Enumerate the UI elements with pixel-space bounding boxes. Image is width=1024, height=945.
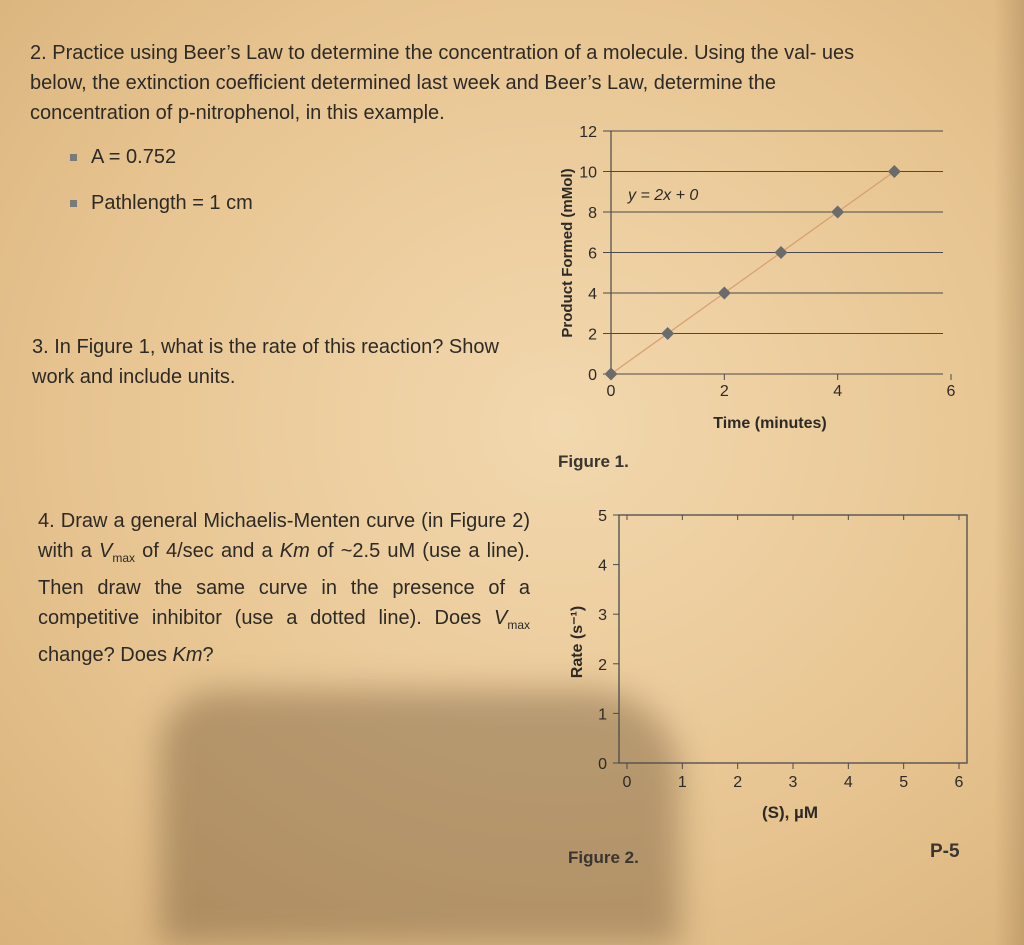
figure-1-x-tick-label: 6 [946,383,956,400]
figure-1-chart [559,124,956,432]
figure-2-x-tick-label: 0 [622,774,632,791]
figure-2-caption: Figure 2. [568,848,639,867]
question-2-number: 2. [30,42,47,64]
bullet-absorbance: A = 0.752 [70,146,176,169]
figure-1-data-point [888,165,901,178]
figure-2-x-tick-label: 1 [677,774,687,791]
figure-1-y-tick-labels [579,124,597,384]
figure-1-y-tick-label: 12 [579,124,597,141]
figure-2-y-tick-label: 1 [598,706,607,724]
figure-2-plot-frame [619,515,967,763]
bullet-pathlength: Pathlength = 1 cm [70,192,253,215]
figure-1-equation: y = 2x + 0 [628,187,699,204]
figure-2-y-tick-label: 2 [598,656,607,674]
figure-2-x-tick-label: 3 [788,774,798,791]
figure-1-x-tick-labels [607,374,956,400]
figure-2-y-ticks [598,508,619,773]
figure-1-y-tick-label: 4 [588,286,597,303]
question-3-number: 3. [32,336,49,358]
figure-1-data-point [775,246,788,259]
figure-2-x-tick-label: 4 [843,774,853,791]
figure-2-x-tick-label: 6 [954,774,964,791]
figure-1-data-point [605,368,618,381]
figure-1-data-point [831,206,844,219]
figure-2-x-axis-label: (S), µM [761,803,819,822]
figure-1-data-point [661,327,674,340]
figure-2-x-tick-label: 2 [733,774,743,791]
figure-2-y-tick-label: 4 [598,557,607,575]
page-number: P-5 [930,841,960,862]
figure-1-y-tick-label: 6 [588,245,597,263]
figure-1-x-tick-label: 0 [606,383,616,400]
figure-2-chart [569,508,967,822]
figure-1-data-point [718,287,731,300]
figure-1-y-axis-label: Product Formed (mMol) [559,168,576,338]
figure-1-y-tick-label: 10 [579,164,597,182]
figure-2-x-ticks [623,515,964,791]
figure-2-y-tick-label: 3 [598,607,607,625]
figure-2-y-tick-label: 0 [598,756,607,773]
figure-2-y-tick-label: 5 [598,508,607,525]
figure-2-y-axis-label: Rate (s⁻¹) [569,605,586,679]
question-3-text: In Figure 1, what is the rate of this reaction? Show work and include units. [32,336,499,388]
figure-1-caption: Figure 1. [558,452,629,471]
figure-1-x-axis-label: Time (minutes) [713,415,827,432]
figure-1-y-tick-label: 8 [588,205,597,222]
question-2-text: Practice using Beer’s Law to determine the concentration of a molecule. Using the val- ues below, the extinction coefficient determined last week and Beer’s Law, determine the concentration of p-nitrophenol, in this example. [30,42,855,124]
figure-1-y-tick-label: 2 [588,326,597,344]
figure-2-x-tick-label: 5 [899,774,909,791]
figure-1-y-tick-label: 0 [588,367,597,384]
figure-1-x-tick-label: 2 [719,383,729,400]
figure-1-x-tick-label: 4 [833,383,843,400]
question-4: 4. Draw a general Michaelis-Menten curve (in Figure 2) with a $V_{max}$ of 4/sec and a Km of ~2.5 uM (use a line). Then draw the same curve in the presence of a competitive inhibitor (use a dotted line). Does $V_{max}$ change? Does Km? [38,510,530,666]
